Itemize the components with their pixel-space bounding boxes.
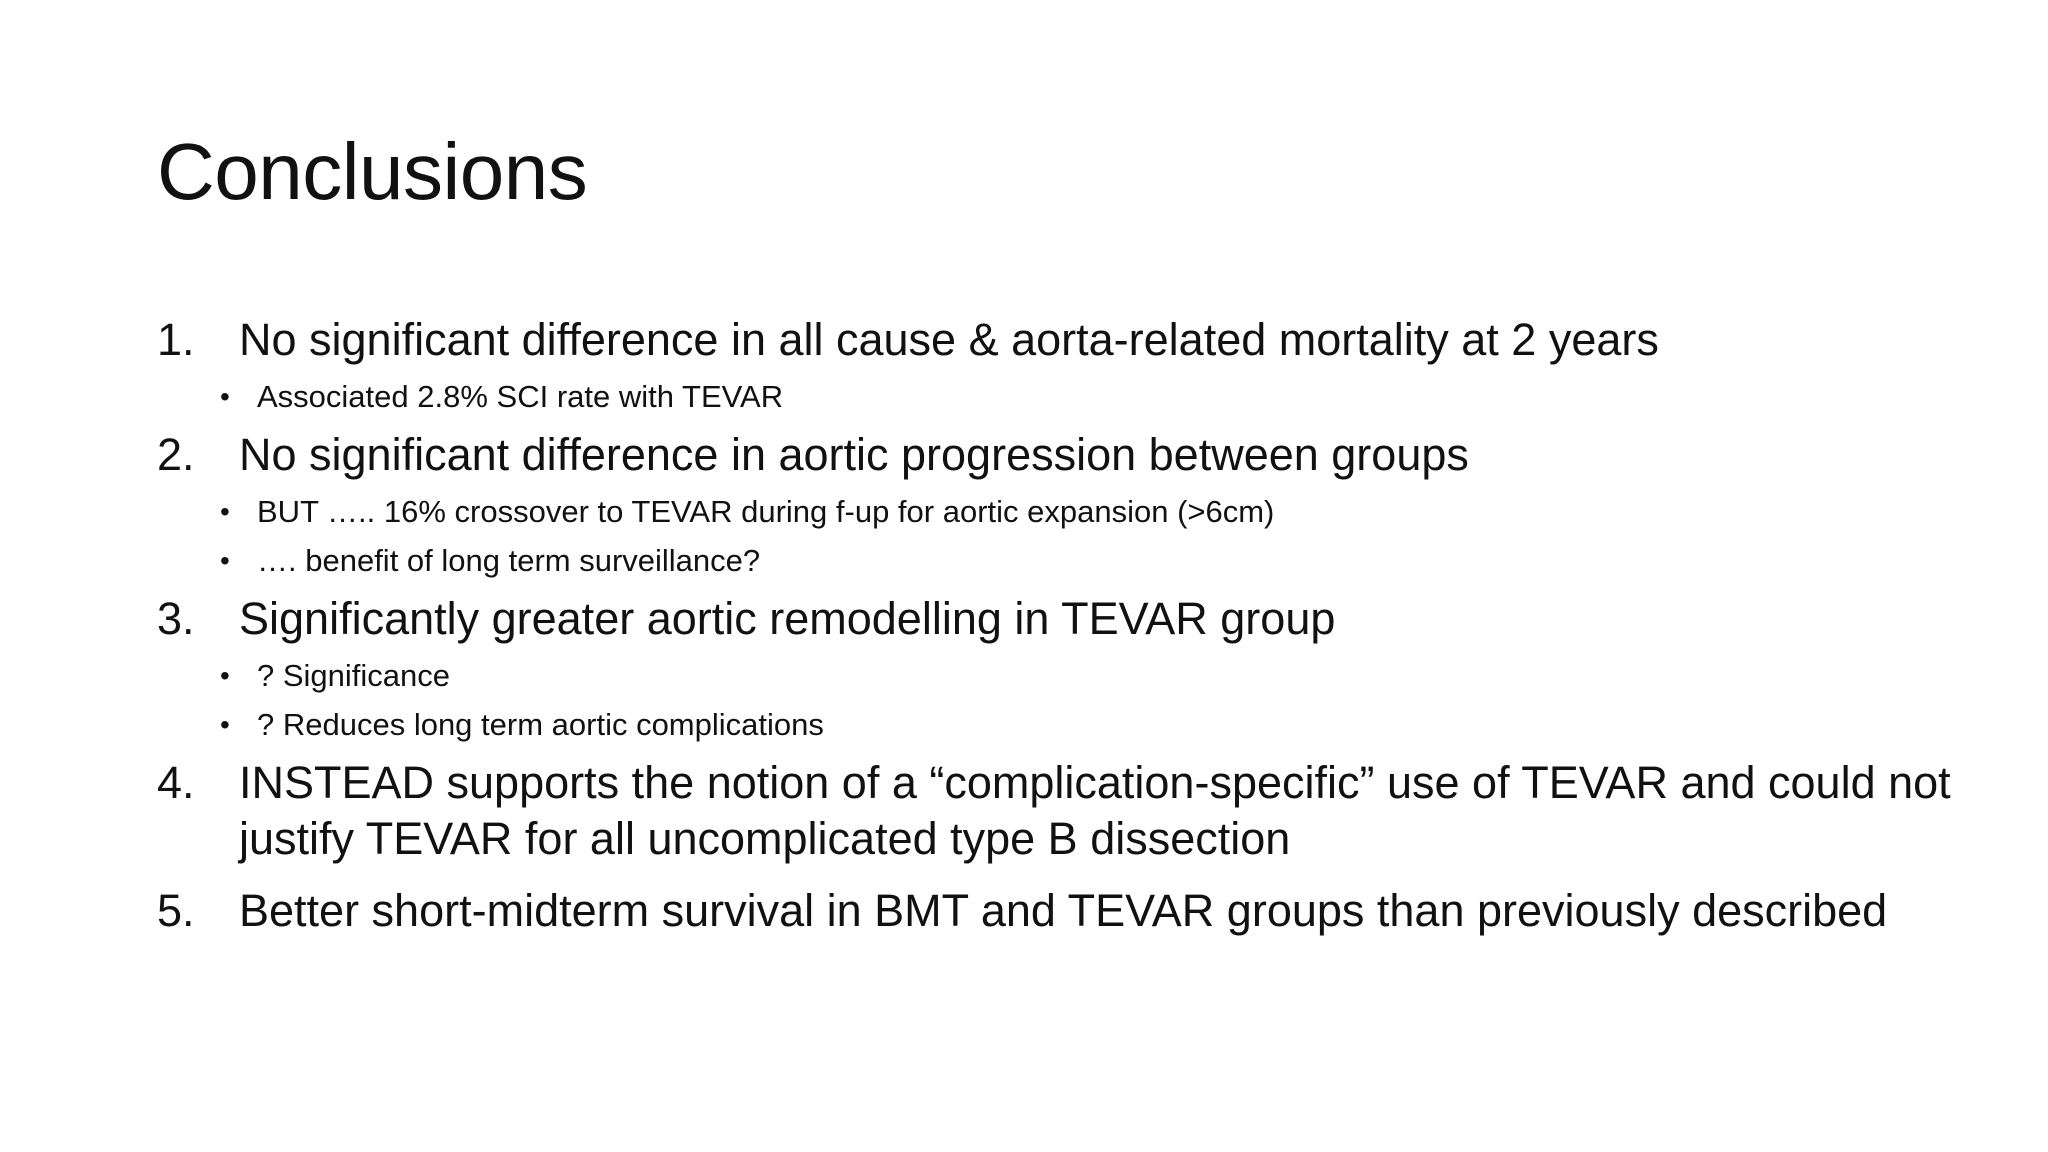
item-text: No significant difference in all cause & aorta-related mortality at 2 years — [239, 314, 1659, 365]
slide-title: Conclusions — [157, 127, 588, 216]
sub-list-1 — [157, 372, 1957, 421]
sub-item — [157, 372, 1957, 421]
item-text: INSTEAD supports the notion of a “complication-specific” use of TEVAR and could not justify TEVAR for all uncomplicated type B dissection — [239, 757, 1951, 864]
sub-item-text: …. benefit of long term surveillance? — [257, 543, 761, 578]
bullet-icon: • — [220, 496, 230, 527]
sub-list-3 — [157, 651, 1957, 749]
list-item-1 — [157, 312, 1957, 368]
bullet-icon: • — [220, 545, 230, 576]
sub-item-text: Associated 2.8% SCI rate with TEVAR — [257, 379, 784, 414]
sub-item — [157, 536, 1957, 585]
sub-item — [157, 700, 1957, 749]
sub-item — [157, 651, 1957, 700]
spacer — [157, 871, 1957, 883]
item-text: Better short-midterm survival in BMT and TEVAR groups than previously described — [239, 885, 1888, 936]
bullet-icon: • — [220, 660, 230, 691]
item-number: 3. — [157, 593, 195, 644]
list-item-5 — [157, 883, 1957, 939]
list-item-4 — [157, 755, 1957, 867]
item-text: Significantly greater aortic remodelling in TEVAR group — [239, 593, 1336, 644]
sub-list-2 — [157, 487, 1957, 585]
sub-item — [157, 487, 1957, 536]
sub-item-text: ? Significance — [257, 658, 451, 693]
item-number: 4. — [157, 757, 195, 808]
list-item-2 — [157, 427, 1957, 483]
bullet-icon: • — [220, 709, 230, 740]
sub-item-text: ? Reduces long term aortic complications — [257, 707, 824, 742]
item-number: 5. — [157, 885, 195, 936]
sub-item-text: BUT ….. 16% crossover to TEVAR during f-up for aortic expansion (>6cm) — [257, 494, 1275, 529]
conclusions-list — [157, 312, 1957, 943]
item-number: 1. — [157, 314, 195, 365]
bullet-icon: • — [220, 381, 230, 412]
list-item-3 — [157, 591, 1957, 647]
item-number: 2. — [157, 429, 195, 480]
item-text: No significant difference in aortic progression between groups — [239, 429, 1469, 480]
